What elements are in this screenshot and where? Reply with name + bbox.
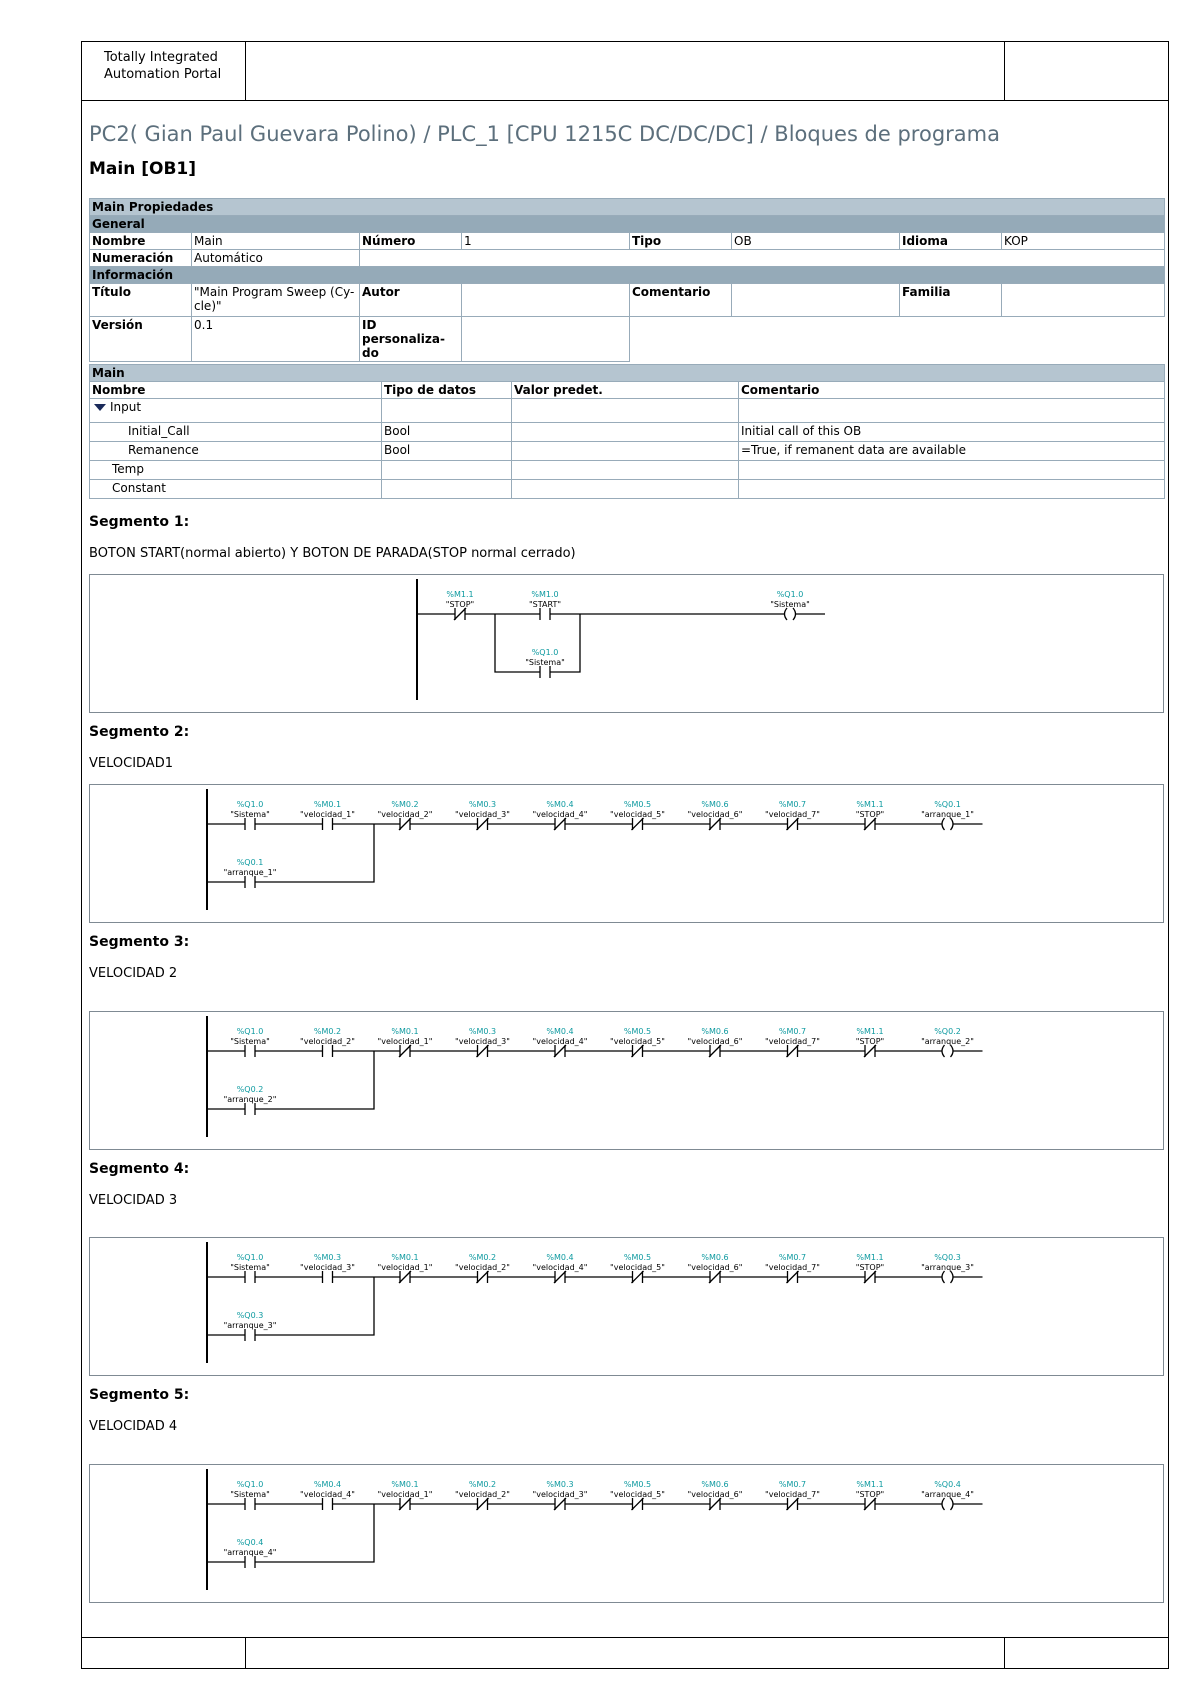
table-row — [90, 461, 1165, 480]
operand-tag: "velocidad_5" — [610, 1263, 665, 1272]
contact-nc — [399, 818, 411, 830]
row-name: Remanence — [90, 442, 382, 461]
operand-address: %M0.2 — [468, 1253, 497, 1262]
row-comment — [739, 399, 1165, 423]
operand-address: %M1.1 — [856, 1253, 884, 1262]
operand-tag: "velocidad_6" — [687, 1037, 743, 1046]
table-row — [90, 399, 1165, 423]
contact-no — [245, 1498, 255, 1510]
operand-address: %Q1.0 — [236, 1253, 264, 1262]
contact-nc — [399, 1271, 411, 1283]
operand-tag: "velocidad_4" — [532, 1263, 588, 1272]
operand-tag: "STOP" — [855, 1490, 885, 1499]
operand-address: %M0.1 — [391, 1480, 419, 1489]
operand-address: %M1.1 — [446, 590, 474, 599]
operand-tag: "velocidad_6" — [687, 1490, 743, 1499]
operand-tag: "arranque_2" — [921, 1037, 974, 1046]
col-header-tipo: Tipo de datos — [382, 382, 512, 399]
row-default — [512, 423, 739, 442]
contact-nc — [632, 1498, 644, 1510]
operand-tag: "velocidad_3" — [300, 1263, 355, 1272]
familia-label: Familia — [900, 284, 1002, 317]
footer-cell-left — [82, 1638, 246, 1668]
operand-address: %Q0.1 — [934, 800, 961, 809]
operand-address: %M0.2 — [391, 800, 419, 809]
output-coil — [942, 1271, 953, 1283]
id-value — [462, 317, 630, 362]
row-default — [512, 480, 739, 499]
row-default — [512, 399, 739, 423]
contact-no — [245, 818, 255, 830]
table-row — [90, 423, 1165, 442]
nombre-value: Main — [192, 233, 360, 250]
operand-address: %M0.7 — [778, 1480, 807, 1489]
operand-tag: "Sistema" — [230, 1263, 270, 1272]
operand-tag: "velocidad_7" — [765, 1490, 820, 1499]
operand-tag: "velocidad_4" — [300, 1490, 355, 1499]
titulo-label: Título — [90, 284, 192, 317]
contact-no — [245, 1556, 255, 1568]
table-row — [90, 480, 1165, 499]
contact-nc — [399, 1498, 411, 1510]
block-title: Main [OB1] — [89, 159, 197, 179]
autor-value — [462, 284, 630, 317]
contact-nc — [787, 1045, 799, 1057]
operand-tag: "velocidad_7" — [765, 1263, 820, 1272]
row-type — [382, 461, 512, 480]
operand-address: %Q0.3 — [934, 1253, 961, 1262]
contact-nc — [632, 1271, 644, 1283]
segment-4-desc: VELOCIDAD 3 — [89, 1193, 178, 1208]
output-coil — [942, 818, 953, 830]
segment-3-desc: VELOCIDAD 2 — [89, 966, 178, 981]
ladder-diagram-4 — [90, 1238, 1163, 1375]
portal-line-1: Totally Integrated — [104, 50, 218, 65]
numero-value: 1 — [462, 233, 630, 250]
operand-address: %M0.2 — [468, 1480, 497, 1489]
numeracion-label: Numeración — [90, 250, 192, 267]
comentario-label: Comentario — [630, 284, 732, 317]
operand-tag: "velocidad_7" — [765, 1037, 820, 1046]
operand-tag: "velocidad_6" — [687, 810, 743, 819]
row-name: Initial_Call — [90, 423, 382, 442]
segment-4-title: Segmento 4: — [89, 1161, 190, 1177]
contact-nc — [477, 1498, 489, 1510]
operand-tag: "STOP" — [855, 1037, 885, 1046]
operand-tag: "velocidad_1" — [377, 1490, 433, 1499]
operand-tag: "Sistema" — [230, 810, 270, 819]
output-coil — [942, 1045, 953, 1057]
operand-tag: "velocidad_5" — [610, 1490, 665, 1499]
contact-no — [323, 1498, 333, 1510]
segment-5-title: Segmento 5: — [89, 1387, 190, 1403]
contact-no — [540, 666, 550, 678]
contact-nc — [454, 608, 466, 620]
version-value: 0.1 — [192, 317, 360, 362]
props-section-header: Main Propiedades — [90, 199, 1165, 216]
operand-address: %M1.0 — [531, 590, 559, 599]
operand-address: %Q0.1 — [236, 858, 264, 867]
output-coil — [942, 1498, 953, 1510]
operand-address: %M0.7 — [778, 800, 807, 809]
operand-address: %M0.6 — [701, 1253, 729, 1262]
contact-nc — [554, 1045, 566, 1057]
autor-label: Autor — [360, 284, 462, 317]
segment-4-ladder — [89, 1237, 1164, 1376]
props-general-header: General — [90, 216, 1165, 233]
operand-address: %M0.4 — [313, 1480, 342, 1489]
col-header-comentario: Comentario — [739, 382, 1165, 399]
contact-no — [245, 1329, 255, 1341]
operand-tag: "velocidad_6" — [687, 1263, 743, 1272]
contact-nc — [632, 818, 644, 830]
titulo-value: "Main Program Sweep (Cy-cle)" — [192, 284, 360, 317]
row-default — [512, 442, 739, 461]
contact-nc — [477, 1045, 489, 1057]
operand-tag: "arranque_4" — [223, 1548, 277, 1557]
comentario-value — [732, 284, 900, 317]
familia-value — [1002, 284, 1165, 317]
operand-tag: "START" — [528, 600, 562, 609]
contact-nc — [864, 818, 876, 830]
idioma-value: KOP — [1002, 233, 1165, 250]
contact-nc — [709, 1045, 721, 1057]
operand-address: %Q0.3 — [236, 1311, 264, 1320]
contact-nc — [399, 1045, 411, 1057]
contact-nc — [477, 818, 489, 830]
version-label: Versión — [90, 317, 192, 362]
operand-tag: "velocidad_2" — [455, 1490, 510, 1499]
ladder-diagram-3 — [90, 1012, 1163, 1149]
properties-table — [89, 198, 1165, 362]
operand-address: %M0.6 — [701, 800, 729, 809]
portal-name — [104, 49, 221, 83]
row-name: Temp — [90, 461, 382, 480]
operand-tag: "velocidad_4" — [532, 810, 588, 819]
operand-tag: "velocidad_3" — [455, 810, 510, 819]
contact-no — [323, 1271, 333, 1283]
header-cell-right — [1004, 42, 1168, 100]
contact-nc — [709, 1498, 721, 1510]
operand-address: %M0.6 — [701, 1480, 729, 1489]
operand-address: %M0.4 — [546, 1253, 574, 1262]
contact-no — [245, 876, 255, 888]
segment-1-title: Segmento 1: — [89, 514, 190, 530]
contact-no — [245, 1045, 255, 1057]
operand-address: %Q0.4 — [934, 1480, 961, 1489]
ladder-diagram-2 — [90, 785, 1163, 922]
row-type: Bool — [382, 423, 512, 442]
operand-address: %M0.7 — [778, 1027, 807, 1036]
contact-no — [323, 818, 333, 830]
operand-tag: "velocidad_2" — [377, 810, 433, 819]
row-name: Constant — [90, 480, 382, 499]
operand-tag: "arranque_2" — [223, 1095, 277, 1104]
ladder-diagram-5 — [90, 1465, 1163, 1602]
contact-nc — [787, 818, 799, 830]
collapse-triangle-icon[interactable] — [94, 404, 106, 411]
row-comment — [739, 480, 1165, 499]
props-info-header: Información — [90, 267, 1165, 284]
operand-tag: "Sistema" — [230, 1037, 270, 1046]
contact-nc — [709, 1271, 721, 1283]
row-type: Bool — [382, 442, 512, 461]
contact-no — [245, 1271, 255, 1283]
operand-address: %Q1.0 — [236, 1027, 264, 1036]
operand-address: %M0.5 — [623, 1480, 652, 1489]
operand-tag: "velocidad_1" — [377, 1037, 433, 1046]
contact-nc — [632, 1045, 644, 1057]
operand-address: %Q0.2 — [236, 1085, 264, 1094]
operand-tag: "velocidad_1" — [377, 1263, 433, 1272]
operand-tag: "arranque_1" — [921, 810, 974, 819]
operand-address: %M0.1 — [391, 1027, 419, 1036]
operand-tag: "velocidad_4" — [532, 1037, 588, 1046]
segment-2-title: Segmento 2: — [89, 724, 190, 740]
contact-no — [540, 608, 550, 620]
header-cell-portal — [82, 42, 246, 100]
operand-tag: "arranque_4" — [921, 1490, 974, 1499]
portal-line-2: Automation Portal — [104, 67, 222, 82]
interface-table — [89, 364, 1165, 499]
numeracion-value: Automático — [192, 250, 360, 267]
operand-address: %M0.3 — [468, 1027, 497, 1036]
operand-tag: "velocidad_2" — [300, 1037, 355, 1046]
operand-address: %M1.1 — [856, 1027, 884, 1036]
segment-1-ladder — [89, 574, 1164, 713]
operand-address: %Q1.0 — [776, 590, 804, 599]
segment-2-ladder — [89, 784, 1164, 923]
operand-address: %Q1.0 — [531, 648, 559, 657]
tipo-label: Tipo — [630, 233, 732, 250]
operand-address: %M0.3 — [313, 1253, 342, 1262]
row-type — [382, 480, 512, 499]
operand-tag: "STOP" — [855, 1263, 885, 1272]
col-header-nombre: Nombre — [90, 382, 382, 399]
operand-tag: "velocidad_2" — [455, 1263, 510, 1272]
interface-section-header: Main — [90, 365, 1165, 382]
operand-address: %M0.2 — [313, 1027, 342, 1036]
operand-tag: "arranque_3" — [223, 1321, 277, 1330]
segment-3-title: Segmento 3: — [89, 934, 190, 950]
idioma-label: Idioma — [900, 233, 1002, 250]
operand-tag: "Sistema" — [525, 658, 565, 667]
ladder-diagram-1 — [90, 575, 1163, 712]
segment-2-desc: VELOCIDAD1 — [89, 756, 173, 771]
table-row — [90, 442, 1165, 461]
id-label: ID personaliza-do — [360, 317, 462, 362]
row-name-cell — [90, 399, 382, 423]
operand-address: %M0.6 — [701, 1027, 729, 1036]
nombre-label: Nombre — [90, 233, 192, 250]
operand-address: %Q1.0 — [236, 800, 264, 809]
operand-address: %M0.5 — [623, 1027, 652, 1036]
tipo-value: OB — [732, 233, 900, 250]
segment-5-desc: VELOCIDAD 4 — [89, 1419, 178, 1434]
operand-address: %M0.5 — [623, 800, 652, 809]
operand-tag: "velocidad_1" — [300, 810, 355, 819]
contact-no — [245, 1103, 255, 1115]
operand-address: %M0.4 — [546, 1027, 574, 1036]
operand-tag: "Sistema" — [770, 600, 810, 609]
operand-address: %M0.3 — [546, 1480, 574, 1489]
operand-tag: "velocidad_3" — [455, 1037, 510, 1046]
contact-nc — [554, 818, 566, 830]
contact-nc — [554, 1498, 566, 1510]
operand-address: %M0.3 — [468, 800, 497, 809]
row-type — [382, 399, 512, 423]
segment-3-ladder — [89, 1011, 1164, 1150]
row-name: Input — [110, 400, 142, 414]
contact-no — [323, 1045, 333, 1057]
contact-nc — [864, 1498, 876, 1510]
operand-tag: "velocidad_3" — [532, 1490, 588, 1499]
operand-tag: "Sistema" — [230, 1490, 270, 1499]
operand-address: %M0.4 — [546, 800, 574, 809]
contact-nc — [864, 1045, 876, 1057]
operand-address: %M1.1 — [856, 1480, 884, 1489]
page-title: PC2( Gian Paul Guevara Polino) / PLC_1 [CPU 1215C DC/DC/DC] / Bloques de programa — [89, 122, 1000, 146]
segment-5-ladder — [89, 1464, 1164, 1603]
operand-address: %M0.1 — [313, 800, 342, 809]
numero-label: Número — [360, 233, 462, 250]
operand-address: %M0.5 — [623, 1253, 652, 1262]
operand-tag: "STOP" — [855, 810, 885, 819]
contact-nc — [864, 1271, 876, 1283]
page-header — [82, 42, 1168, 101]
row-comment: Initial call of this OB — [739, 423, 1165, 442]
contact-nc — [554, 1271, 566, 1283]
contact-nc — [787, 1271, 799, 1283]
operand-tag: "arranque_3" — [921, 1263, 974, 1272]
operand-tag: "arranque_1" — [223, 868, 277, 877]
output-coil — [785, 608, 796, 620]
operand-tag: "STOP" — [445, 600, 475, 609]
operand-address: %M1.1 — [856, 800, 884, 809]
contact-nc — [787, 1498, 799, 1510]
operand-tag: "velocidad_5" — [610, 1037, 665, 1046]
col-header-valor: Valor predet. — [512, 382, 739, 399]
row-comment — [739, 461, 1165, 480]
operand-address: %M0.7 — [778, 1253, 807, 1262]
row-default — [512, 461, 739, 480]
page-footer — [82, 1637, 1168, 1668]
contact-nc — [709, 818, 721, 830]
operand-tag: "velocidad_7" — [765, 810, 820, 819]
row-comment: =True, if remanent data are available — [739, 442, 1165, 461]
contact-nc — [477, 1271, 489, 1283]
operand-address: %Q0.4 — [236, 1538, 264, 1547]
operand-tag: "velocidad_5" — [610, 810, 665, 819]
operand-address: %Q0.2 — [934, 1027, 961, 1036]
operand-address: %Q1.0 — [236, 1480, 264, 1489]
operand-address: %M0.1 — [391, 1253, 419, 1262]
footer-cell-right — [1004, 1638, 1168, 1668]
numeracion-empty — [360, 250, 1165, 267]
segment-1-desc: BOTON START(normal abierto) Y BOTON DE PARADA(STOP normal cerrado) — [89, 546, 576, 561]
